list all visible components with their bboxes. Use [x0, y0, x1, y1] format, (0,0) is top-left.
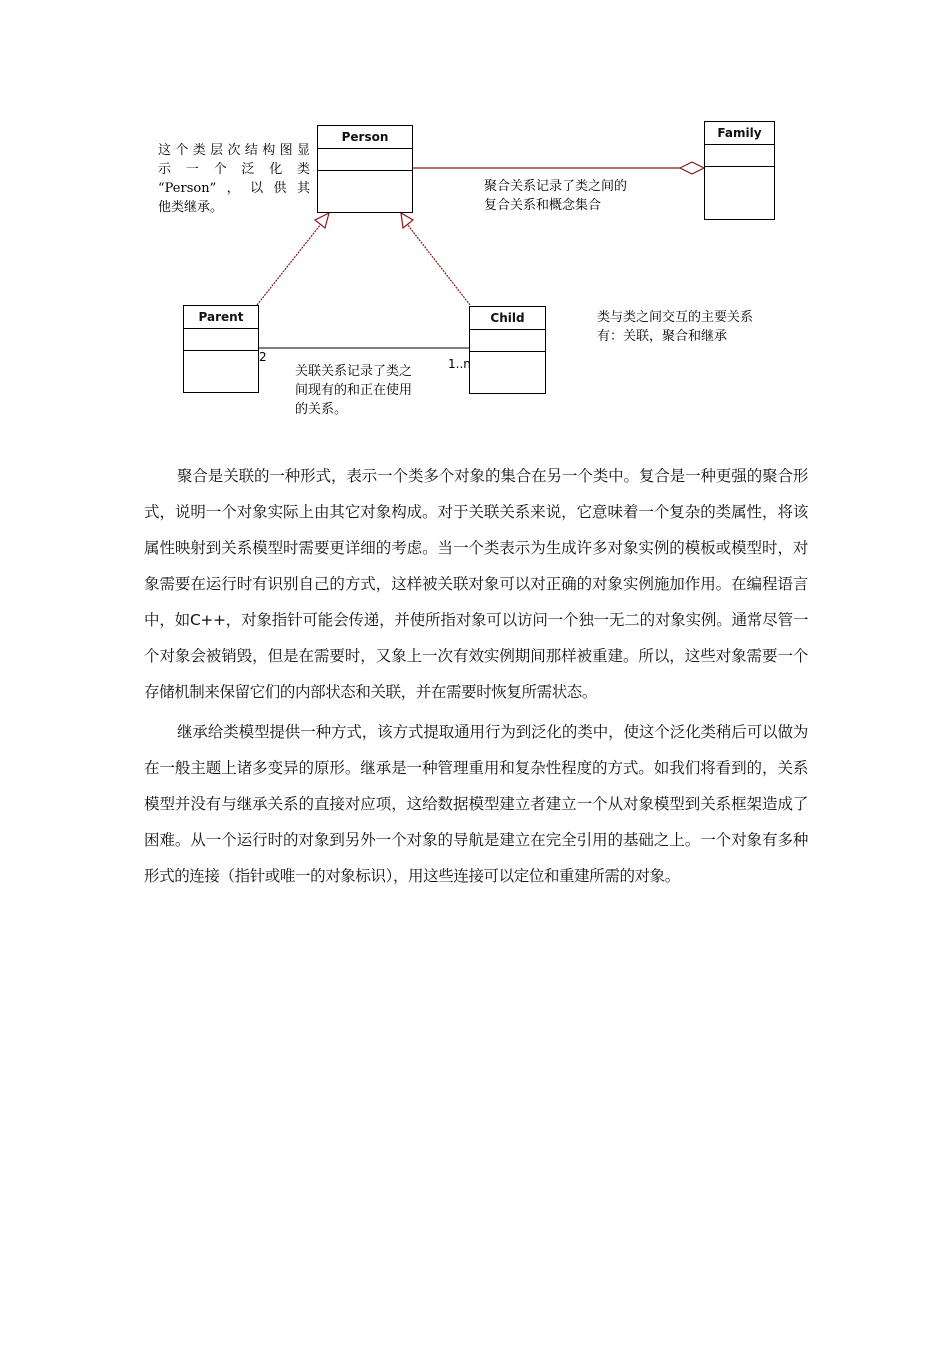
aggregation-diamond: [680, 162, 704, 174]
note-line: 他类继承。: [158, 200, 224, 215]
person-class-name: Person: [318, 126, 412, 149]
aggregation-note: [484, 177, 684, 215]
generalization-note: [158, 141, 310, 217]
child-class-box: [469, 306, 546, 394]
note-line: 这个类层次结构图显: [158, 143, 310, 158]
note-line: 类与类之间交互的主要关系: [597, 310, 754, 325]
child-multiplicity: 1..n: [448, 357, 471, 371]
note-line: 间现有的和正在使用: [295, 383, 413, 398]
main-relations-note: [597, 308, 807, 346]
child-class-divider: [470, 351, 545, 352]
person-class-divider: [318, 170, 412, 171]
inheritance-arrow-parent: [315, 213, 329, 228]
parent-class-divider: [184, 350, 258, 351]
parent-class-box: [183, 305, 259, 393]
family-class-name: Family: [705, 122, 774, 145]
inheritance-line-parent: [257, 224, 321, 305]
note-line: 有：关联，聚合和继承: [597, 329, 728, 344]
class-hierarchy-diagram: [0, 0, 950, 440]
note-line: 聚合关系记录了类之间的: [484, 179, 628, 194]
association-note: [295, 362, 455, 419]
note-line: 关联关系记录了类之: [295, 364, 413, 379]
body-text: [144, 458, 808, 898]
family-class-box: [704, 121, 775, 220]
note-line: 复合关系和概念集合: [484, 198, 602, 213]
child-class-name: Child: [470, 307, 545, 330]
paragraph-aggregation: 聚合是关联的一种形式，表示一个类多个对象的集合在另一个类中。复合是一种更强的聚合形式，说明一个对象实际上由其它对象构成。对于关联关系来说，它意味着一个复杂的类属性，将该属性映射到关系模型时需要更详细的考虑。当一个类表示为生成许多对象实例的模板或模型时，对象需要在运行时有识别自己的方式，这样被关联对象可以对正确的对象实例施加作用。在编程语言中，如C++，对象指针可能会传递，并使所指对象可以访问一个独一无二的对象实例。通常尽管一个对象会被销毁，但是在需要时，又象上一次有效实例期间那样被重建。所以，这些对象需要一个存储机制来保留它们的内部状态和关联，并在需要时恢复所需状态。: [144, 467, 808, 701]
parent-multiplicity: 2: [259, 350, 267, 364]
parent-class-name: Parent: [184, 306, 258, 329]
note-line: 的关系。: [295, 402, 348, 417]
person-class-box: [317, 125, 413, 213]
family-class-divider: [705, 166, 774, 167]
inheritance-arrow-child: [401, 213, 413, 228]
note-line: “Person”，以供其: [158, 181, 310, 196]
inheritance-line-child: [407, 224, 470, 305]
paragraph-inheritance: 继承给类模型提供一种方式，该方式提取通用行为到泛化的类中，使这个泛化类稍后可以做为在一般主题上诸多变异的原形。继承是一种管理重用和复杂性程度的方式。如我们将看到的，关系模型并没有与继承关系的直接对应项，这给数据模型建立者建立一个从对象模型到关系框架造成了困难。从一个运行时的对象到另外一个对象的导航是建立在完全引用的基础之上。一个对象有多种形式的连接（指针或唯一的对象标识），用这些连接可以定位和重建所需的对象。: [144, 723, 808, 885]
note-line: 示 一 个 泛 化 类: [158, 162, 310, 177]
